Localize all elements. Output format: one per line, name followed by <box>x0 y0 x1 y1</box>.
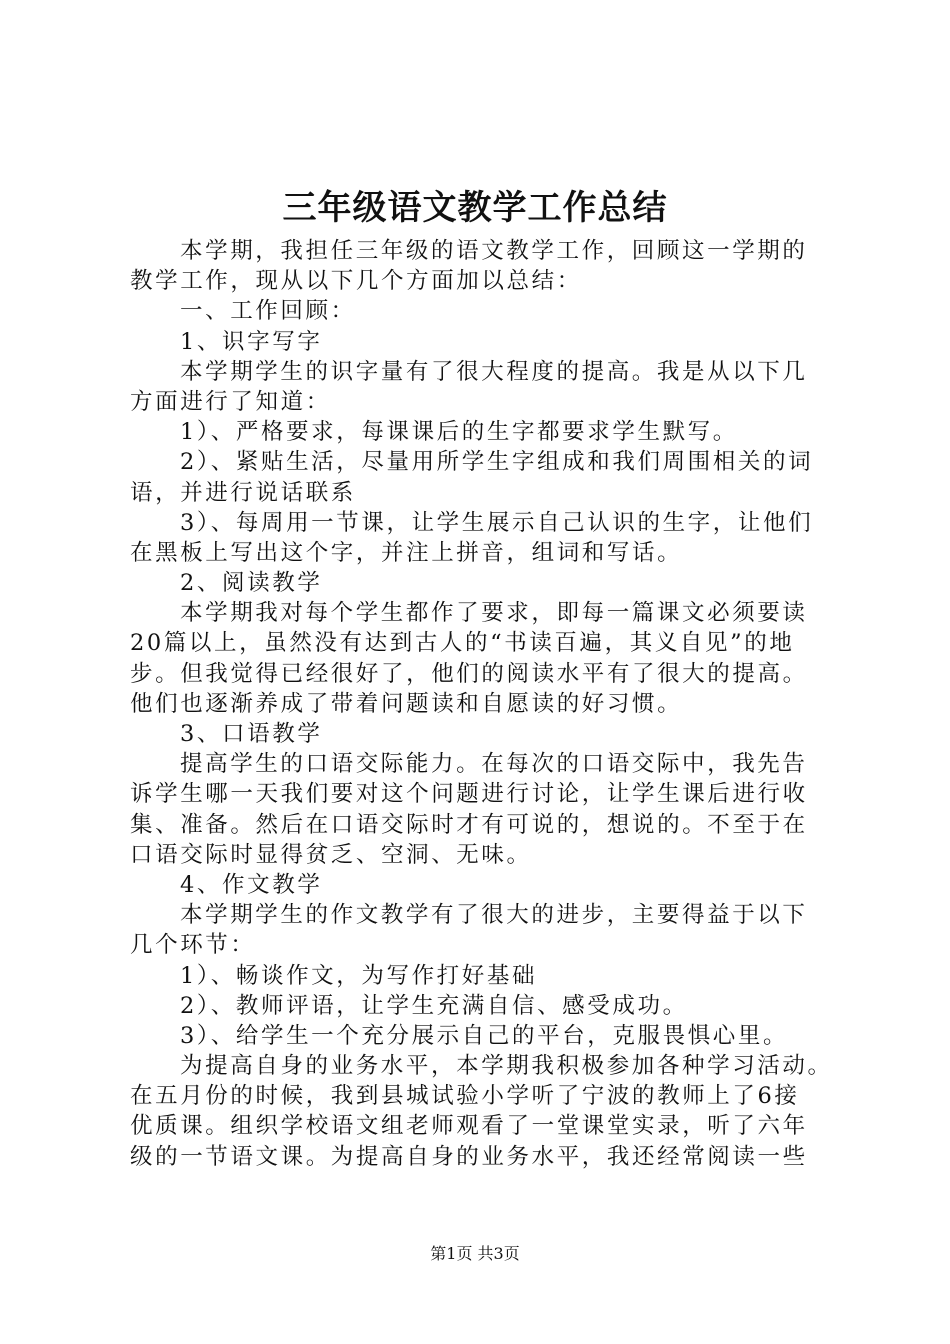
text-line: 2）、教师评语，让学生充满自信、感受成功。 <box>180 992 688 1019</box>
text-line: 一、工作回顾： <box>180 298 356 325</box>
text-line: 口语交际时显得贫乏、空洞、无味。 <box>130 841 532 868</box>
text-line: 3）、给学生一个充分展示自己的平台，克服畏惧心里。 <box>180 1022 789 1049</box>
text-line: 集、准备。然后在口语交际时才有可说的，想说的。不至于在 <box>130 811 808 838</box>
text-line: 3、口语教学 <box>180 721 323 747</box>
text-line: 他们也逐渐养成了带着问题读和自愿读的好习惯。 <box>130 690 683 717</box>
text-line: 本学期我对每个学生都作了要求，即每一篇课文必须要读 <box>180 600 808 627</box>
text-line: 1）、畅谈作文，为写作打好基础 <box>180 962 538 989</box>
text-line: 诉学生哪一天我们要对这个问题进行讨论，让学生课后进行收 <box>130 781 808 808</box>
text-line: 3）、每周用一节课，让学生展示自己认识的生字，让他们 <box>180 509 814 536</box>
text-line: 提高学生的口语交际能力。在每次的口语交际中，我先告 <box>180 751 808 778</box>
text-line: 2、阅读教学 <box>180 570 323 597</box>
text-line: 步。但我觉得已经很好了，他们的阅读水平有了很大的提高。 <box>130 660 808 687</box>
text-line: 在五月份的时候，我到县城试验小学听了宁波的教师上了6接 <box>130 1083 800 1110</box>
text-line: 在黑板上写出这个字，并注上拼音，组词和写话。 <box>130 539 683 566</box>
text-line: 20篇以上，虽然没有达到古人的“书读百遍，其义自见”的地 <box>130 630 795 657</box>
text-line: 本学期学生的作文教学有了很大的进步，主要得益于以下 <box>180 902 808 929</box>
document-title: 三年级语文教学工作总结 <box>282 188 668 228</box>
text-line: 1）、严格要求，每课课后的生字都要求学生默写。 <box>180 419 738 446</box>
document-body <box>130 236 845 1172</box>
text-line: 4、作文教学 <box>180 871 323 898</box>
text-line: 优质课。组织学校语文组老师观看了一堂课堂实录，听了六年 <box>130 1113 808 1140</box>
text-line: 语，并进行说话联系 <box>130 479 356 506</box>
text-line: 教学工作，现从以下几个方面加以总结： <box>130 268 582 295</box>
text-line: 本学期学生的识字量有了很大程度的提高。我是从以下几 <box>180 358 808 385</box>
text-line: 为提高自身的业务水平，本学期我积极参加各种学习活动。 <box>180 1053 833 1080</box>
text-line: 本学期，我担任三年级的语文教学工作，回顾这一学期的 <box>180 238 808 264</box>
text-line: 2）、紧贴生活，尽量用所学生字组成和我们周围相关的词 <box>180 449 814 476</box>
text-line: 几个环节： <box>130 932 256 959</box>
page-footer: 第1页 共3页 <box>430 1244 520 1263</box>
text-line: 级的一节语文课。为提高自身的业务水平，我还经常阅读一些 <box>130 1143 808 1170</box>
text-line: 方面进行了知道： <box>130 388 331 415</box>
text-line: 1、识字写字 <box>180 328 323 355</box>
